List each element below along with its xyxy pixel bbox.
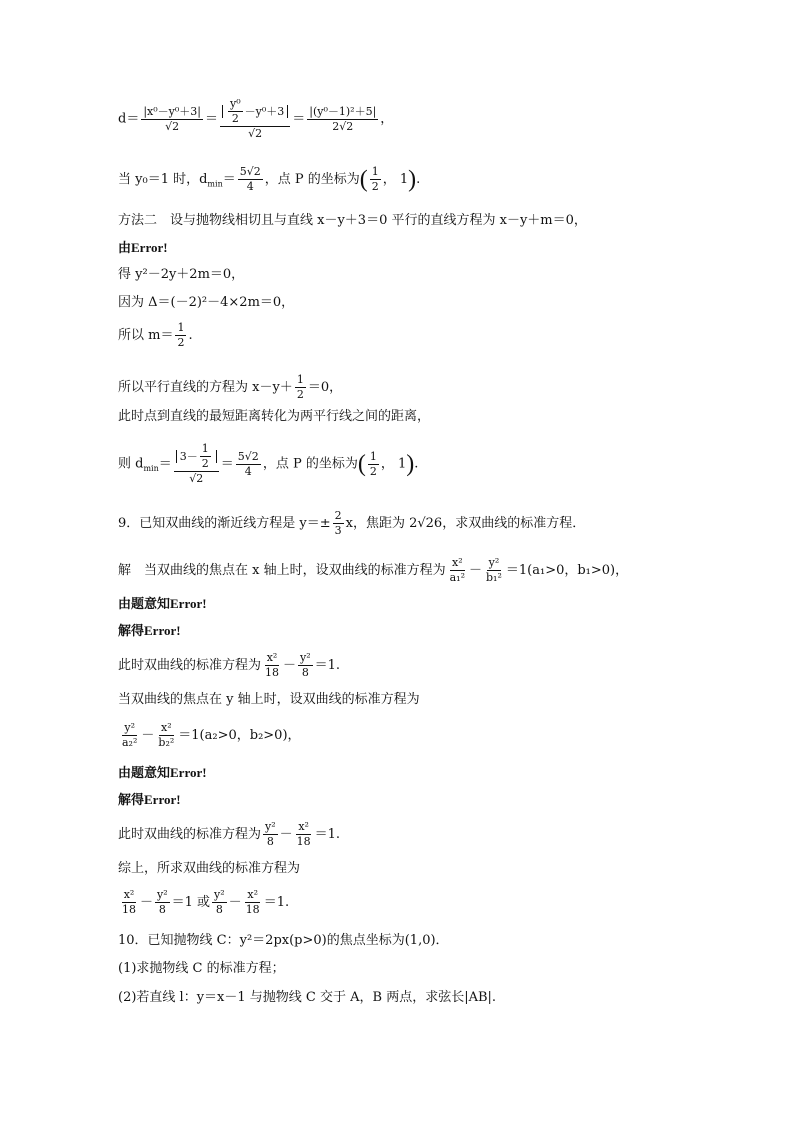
distance-conversion-line: 此时点到直线的最短距离转化为两平行线之间的距离， <box>118 409 431 424</box>
fraction-2: $\frac{\text{y⁰}}{2}$ －y⁰＋3 √2 <box>220 98 290 140</box>
problem-9-line: 9．已知双曲线的渐近线方程是 y＝± $\frac{2}{3}$ x，焦距为 2√26，求双曲线的标准方程． <box>118 509 586 538</box>
discriminant-line: 因为 Δ＝(－2)²－4×2m＝0， <box>118 295 295 310</box>
m-value-line: 所以 m＝ $\frac{1}{2}$ . <box>118 321 193 350</box>
y-axis-equation-line: 此时双曲线的标准方程为 $\frac{\text{y²}}{8}$ － $\frac{\text{x²}}{18}$ ＝1. <box>118 820 341 849</box>
error-line-1: 由Error! <box>118 240 168 255</box>
problem-10-part-1: (1)求抛物线 C 的标准方程； <box>118 961 285 976</box>
final-answer-line: $\frac{\text{x²}}{18}$ － $\frac{\text{y²}}{8}$ ＝1 或 $\frac{\text{y²}}{8}$ － $\frac{\text{x²}}{18}$ ＝1. <box>122 888 290 917</box>
equation-line: 得 y²－2y＋2m＝0， <box>118 267 245 282</box>
error-line-3: 解得Error! <box>118 623 181 638</box>
fraction-1: $\frac{\text{|x⁰－y⁰＋3|}}{√2}$ <box>143 104 201 133</box>
method-two-line: 方法二 设与抛物线相切且与直线 x－y＋3＝0 平行的直线方程为 x－y＋m＝0， <box>118 213 587 228</box>
summary-line: 综上，所求双曲线的标准方程为 <box>118 861 301 876</box>
error-line-5: 解得Error! <box>118 792 181 807</box>
dmin-fraction: $\frac{5√2}{4}$ <box>239 165 261 194</box>
solution-x-axis-line: 解 当双曲线的焦点在 x 轴上时，设双曲线的标准方程为 $\frac{\text{x²}}{\text{a₁²}}$ － $\frac{\text{y²}}{\text{b₁²}}$ ＝1(a₁>0，b₁>0)， <box>118 556 629 585</box>
error-line-4: 由题意知Error! <box>118 765 207 780</box>
dmin-result-line: 当 y₀＝1 时，$d_{min}=$ $\frac{5√2}{4}$ ，点 P 的坐标为( $\frac{1}{2}$ ， 1). <box>118 165 421 194</box>
fraction-3: $\frac{\text{|(y⁰－1)²＋5|}}{2√2}$ <box>309 104 377 133</box>
problem-10-line: 10．已知抛物线 C：y²＝2px(p>0)的焦点坐标为(1,0)． <box>118 933 449 948</box>
problem-10-part-2: (2)若直线 l：y＝x－1 与抛物线 C 交于 A，B 两点，求弦长|AB|. <box>118 990 497 1005</box>
x-axis-equation-line: 此时双曲线的标准方程为 $\frac{\text{x²}}{18}$ － $\frac{\text{y²}}{8}$ ＝1. <box>118 651 341 680</box>
y-axis-standard-form-line: $\frac{\text{y²}}{\text{a₂²}}$ － $\frac{\text{x²}}{\text{b₂²}}$ ＝1(a₂>0，b₂>0)， <box>122 721 301 750</box>
distance-formula-line: d＝ $\frac{\text{|x⁰－y⁰＋3|}}{√2}$ ＝ $\frac{\text{y⁰}}{2}$ －y⁰＋3 √2 ＝ $\frac{\text{|(y⁰－1)²＋5|}}{2√2}$ ， <box>118 97 394 141</box>
dmin-result-line-2: 则 $d_{min}=$ 3－ $\frac{1}{2}$ √2 ＝ $\frac{5√2}{4}$ ，点 P 的坐标为( $\frac{1}{2}$ ， 1). <box>118 442 419 486</box>
error-line-2: 由题意知Error! <box>118 596 207 611</box>
distance-label: d＝ <box>118 111 140 127</box>
y-axis-intro-line: 当双曲线的焦点在 y 轴上时，设双曲线的标准方程为 <box>118 692 420 707</box>
parallel-line-equation: 所以平行直线的方程为 x－y＋ $\frac{1}{2}$ ＝0， <box>118 373 343 402</box>
